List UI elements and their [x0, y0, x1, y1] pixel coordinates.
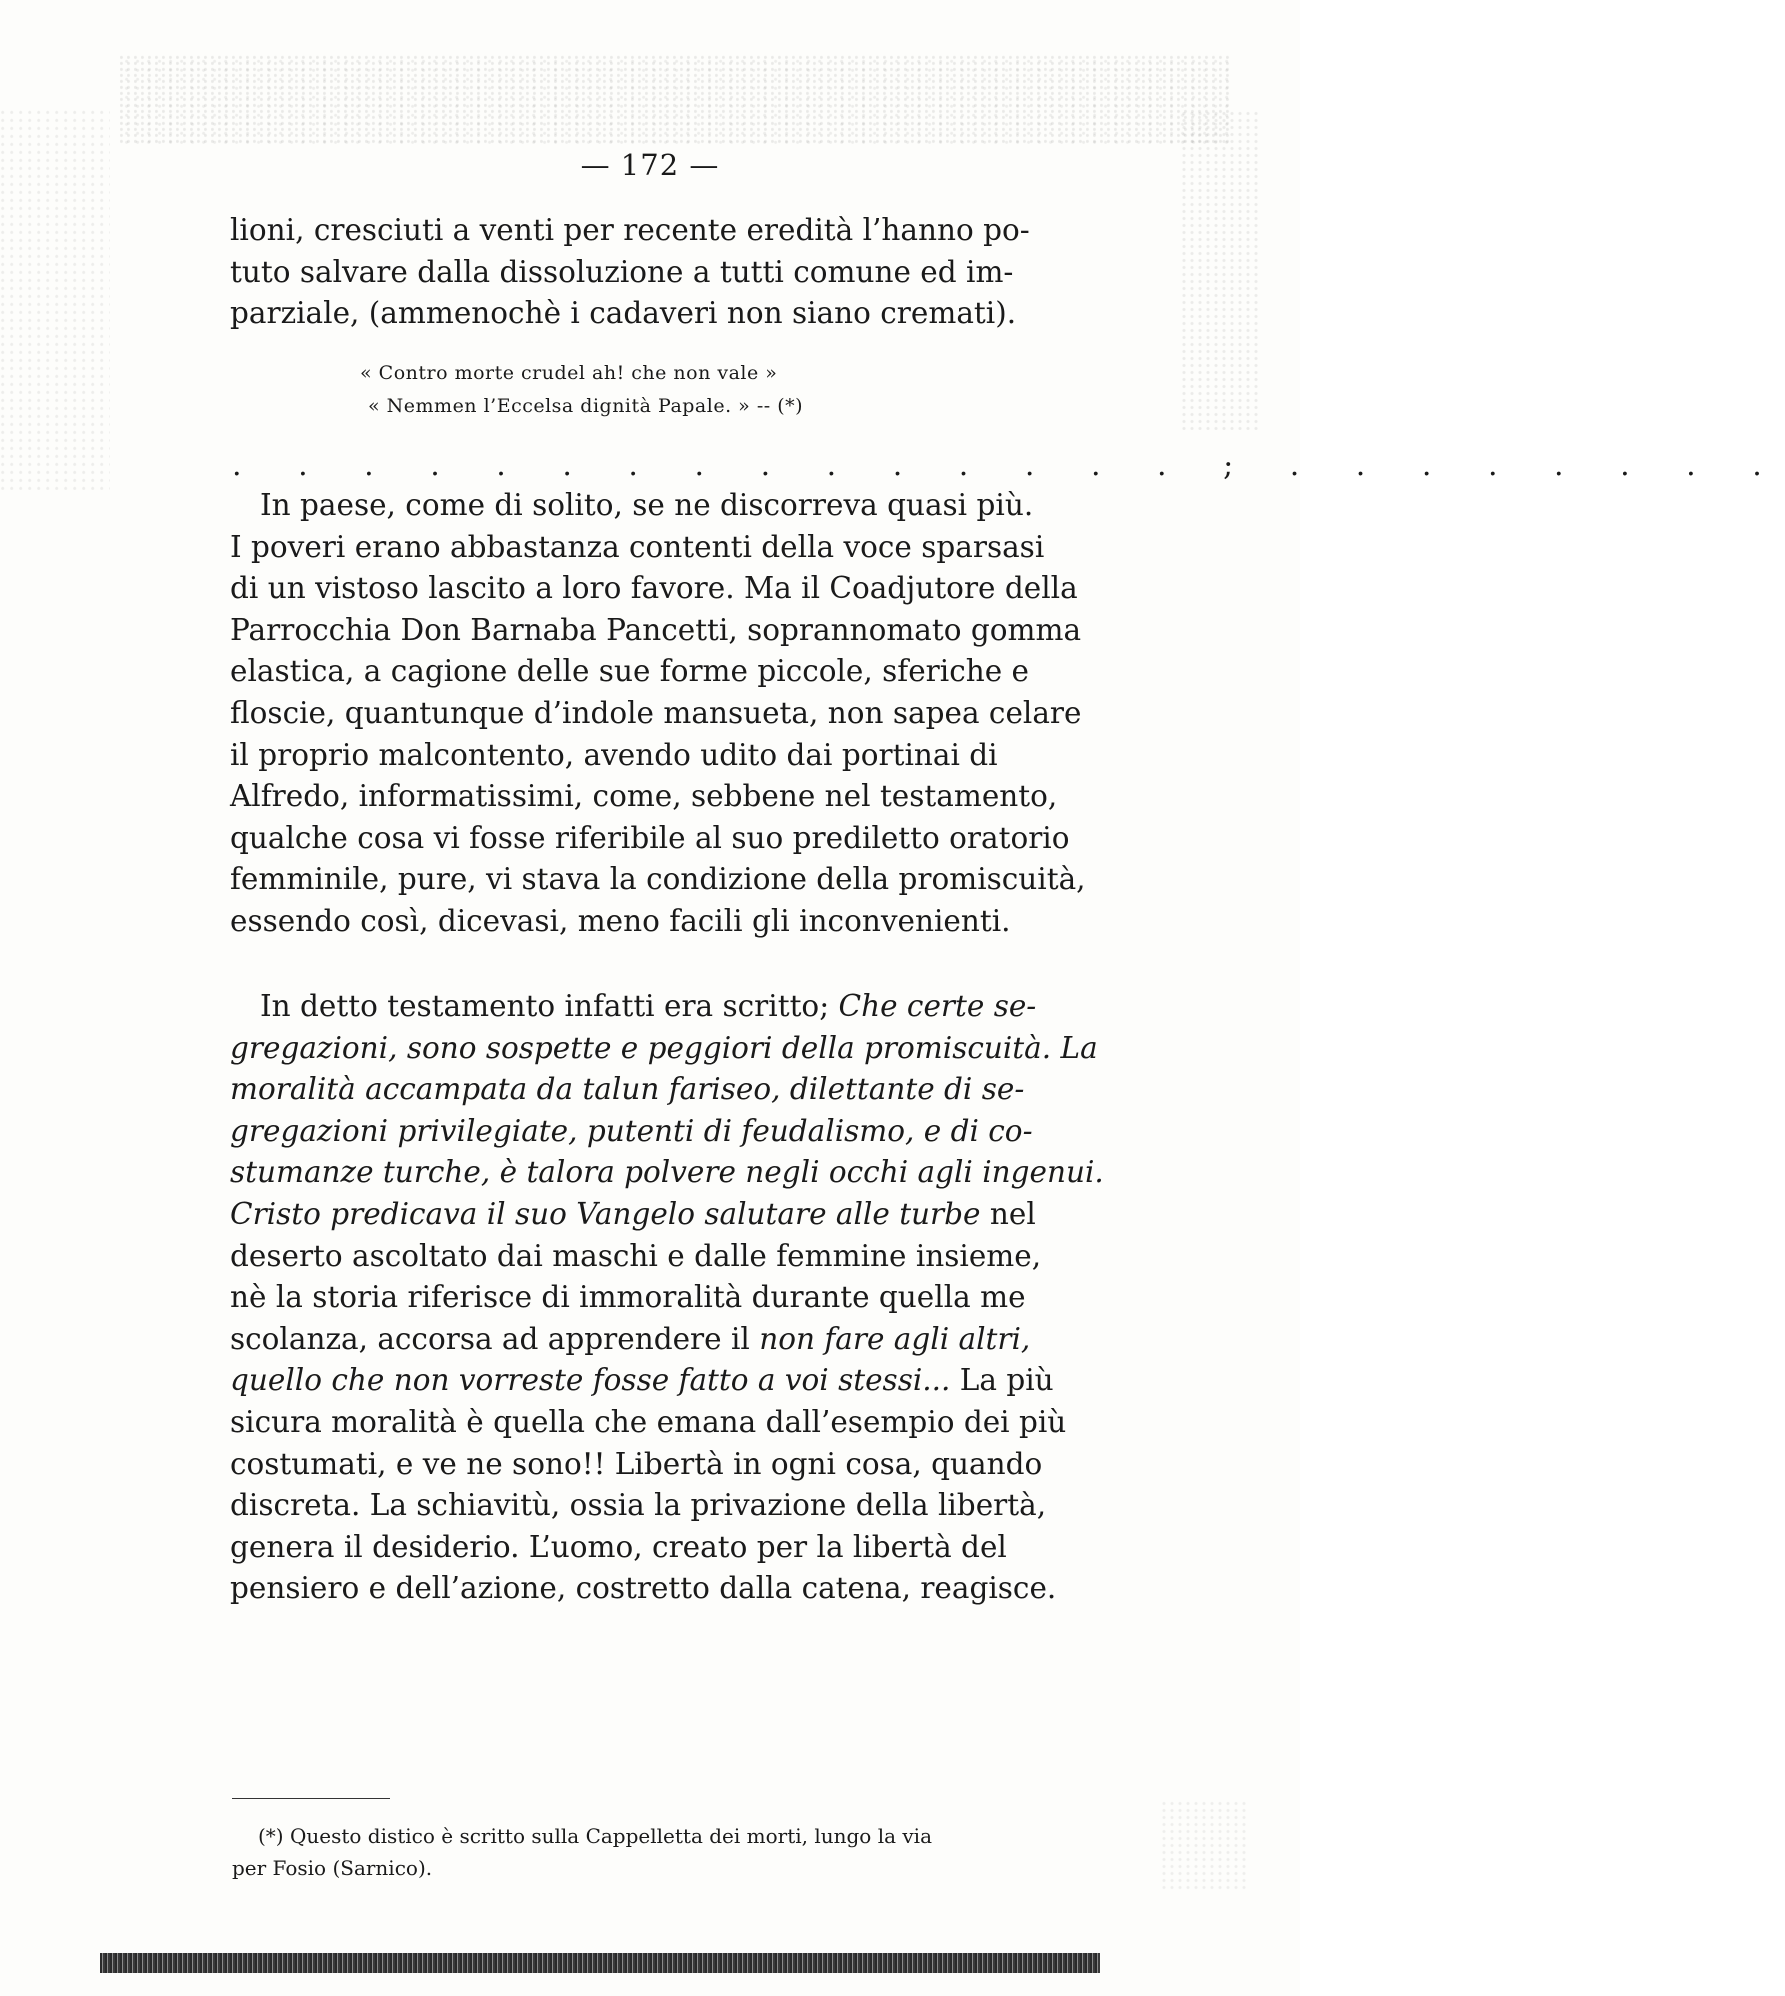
italic-span: gregazioni, sono sospette e peggiori della promiscuità. La: [230, 1030, 1098, 1065]
footnote-line-1: (*) Questo distico è scritto sulla Cappelletta dei morti, lungo la via: [258, 1824, 932, 1848]
text-span: deserto ascoltato dai maschi e dalle femmine insieme,: [230, 1238, 1042, 1273]
text-line: tuto salvare dalla dissoluzione a tutti comune ed im-: [230, 254, 1014, 289]
text-line: essendo così, dicevasi, meno facili gli inconvenienti.: [230, 903, 1011, 938]
text-line: [230, 1485, 1108, 1527]
italic-span: Che certe se-: [838, 989, 1037, 1023]
text-span: scolanza, accorsa ad apprendere il: [230, 1321, 760, 1356]
text-span: genera il desiderio. L’uomo, creato per la libertà del: [230, 1529, 1007, 1564]
text-span: nè la storia riferisce di immoralità durante quella me: [230, 1280, 1026, 1315]
text-span: nel: [980, 1196, 1036, 1231]
footnote-rule: [232, 1798, 390, 1799]
text-line: [230, 1568, 1108, 1610]
text-span: costumati, e ve ne sono!! Libertà in ogni cosa, quando: [230, 1446, 1043, 1481]
text-line: [230, 1360, 1108, 1402]
paragraph-three: [230, 986, 1108, 1610]
scan-noise-top: [120, 55, 1230, 145]
footnote: [232, 1820, 1110, 1884]
text-line: [230, 1194, 1108, 1236]
text-line: [230, 1028, 1108, 1070]
italic-span: stumanze turche, è talora polvere negli occhi agli ingenui.: [230, 1155, 1104, 1190]
text-line: I poveri erano abbastanza contenti della voce sparsasi: [230, 529, 1045, 564]
text-span: In detto testamento infatti era scritto;: [260, 989, 839, 1023]
text-line: In paese, come di solito, se ne discorreva quasi più.: [260, 488, 1034, 522]
text-line: femminile, pure, vi stava la condizione della promiscuità,: [230, 862, 1086, 897]
text-line: Alfredo, informatissimi, come, sebbene nel testamento,: [230, 779, 1058, 814]
text-line: parziale, (ammenochè i cadaveri non siano cremati).: [230, 296, 1017, 331]
text-line: [230, 986, 1108, 1028]
text-line: qualche cosa vi fosse riferibile al suo prediletto oratorio: [230, 820, 1070, 855]
text-line: lioni, cresciuti a venti per recente eredità l’hanno po-: [230, 213, 1030, 247]
text-line: [230, 1069, 1108, 1111]
scan-edge-strip: [100, 1953, 1100, 1973]
text-line: [230, 1111, 1108, 1153]
epigraph-line-1: « Contro morte crudel ah! che non vale »: [360, 362, 778, 384]
italic-span: Cristo predicava il suo Vangelo salutare alle turbe: [230, 1196, 981, 1231]
text-line: [230, 1444, 1108, 1486]
page-number: — 172 —: [580, 148, 720, 182]
epigraph-line-2: « Nemmen l’Eccelsa dignità Papale. » -- (*): [368, 395, 804, 417]
paragraph-two: [230, 485, 1108, 943]
text-span: discreta. La schiavitù, ossia la privazione della libertà,: [230, 1488, 1047, 1523]
ellipsis-divider: . . . . . . . . . . . . . . . ; . . . . . . . .: [232, 448, 1785, 483]
text-line: di un vistoso lascito a loro favore. Ma il Coadjutore della: [230, 571, 1078, 606]
text-line: floscie, quantunque d’indole mansueta, non sapea celare: [230, 695, 1082, 730]
italic-span: gregazioni privilegiate, putenti di feudalismo, e di co-: [230, 1113, 1033, 1148]
text-line: [230, 1402, 1108, 1444]
text-span: sicura moralità è quella che emana dall’esempio dei più: [230, 1404, 1067, 1439]
italic-span: quello che non vorreste fosse fatto a voi stessi...: [230, 1363, 951, 1398]
italic-span: moralità accampata da talun fariseo, dilettante di se-: [230, 1072, 1025, 1107]
text-line: [230, 1152, 1108, 1194]
text-line: [230, 1319, 1108, 1361]
italic-span: non fare agli altri,: [759, 1321, 1031, 1356]
text-line: [230, 1277, 1108, 1319]
text-line: [230, 1527, 1108, 1569]
text-line: elastica, a cagione delle sue forme piccole, sferiche e: [230, 654, 1030, 689]
text-line: Parrocchia Don Barnaba Pancetti, soprannomato gomma: [230, 612, 1082, 647]
footnote-line-2: per Fosio (Sarnico).: [232, 1856, 433, 1880]
text-span: La più: [950, 1363, 1054, 1398]
text-line: [230, 1236, 1108, 1278]
scan-noise-right-low: [1160, 1800, 1250, 1890]
opening-paragraph: [230, 210, 1108, 335]
text-line: il proprio malcontento, avendo udito dai portinai di: [230, 737, 998, 772]
text-span: pensiero e dell’azione, costretto dalla catena, reagisce.: [230, 1571, 1057, 1606]
